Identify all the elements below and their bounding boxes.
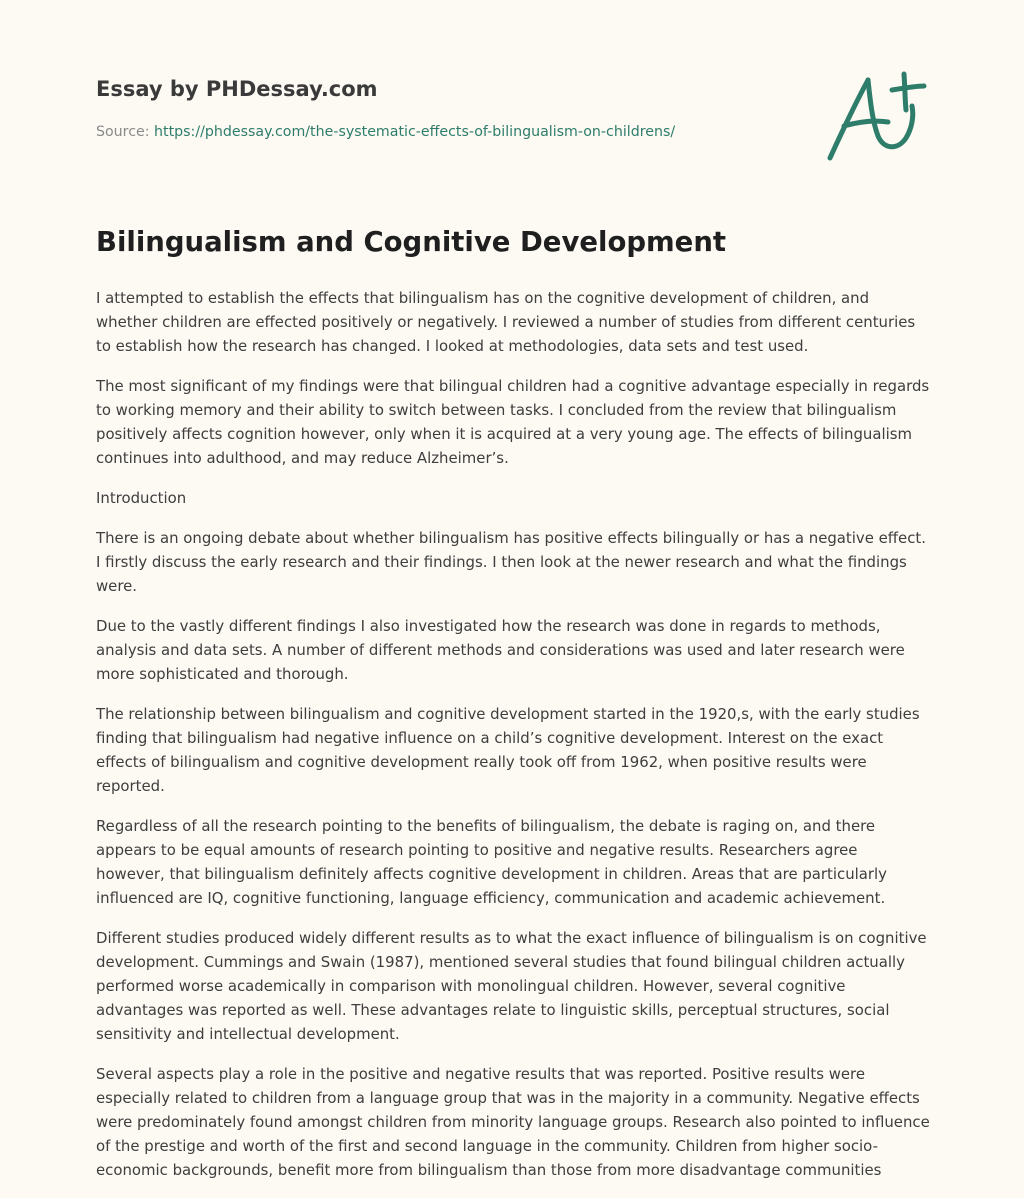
paragraph: Different studies produced widely different results as to what the exact influence of bilingualism is on cognitive development. Cummings and Swain (1987), mentioned several studies that found bilingual children actually performed worse academically in comparison with monolingual children. However, several cognitive advantages was reported as well. These advantages relate to linguistic skills, perceptual structures, social sensitivity and intellectual development. — [96, 929, 927, 1043]
source-line — [96, 124, 675, 140]
section-heading: Introduction — [96, 489, 187, 507]
page-title: Bilingualism and Cognitive Development — [96, 226, 727, 258]
paragraph: Regardless of all the research pointing to the benefits of bilingualism, the debate is raging on, and there appears to be equal amounts of research pointing to positive and negative results. Researchers agree however, that bilingualism definitely affects cognitive development in children. Areas that are particularly influenced are IQ, cognitive functioning, language efficiency, communication and academic achievement. — [96, 817, 887, 907]
source-link[interactable]: https://phdessay.com/the-systematic-effects-of-bilingualism-on-childrens/ — [154, 124, 676, 140]
source-label: Source: — [96, 124, 155, 140]
essay-body — [96, 286, 930, 1198]
paragraph: I attempted to establish the effects that bilingualism has on the cognitive development of children, and whether children are effected positively or negatively. I reviewed a number of studies from different centuries to establish how the research has changed. I looked at methodologies, data sets and test used. — [96, 289, 916, 355]
paragraph: The most significant of my findings were that bilingual children had a cognitive advantage especially in regards to working memory and their ability to switch between tasks. I concluded from the review that bilingualism positively affects cognition however, only when it is acquired at a very young age. The effects of bilingualism continues into adulthood, and may reduce Alzheimer’s. — [96, 377, 930, 467]
paragraph: Several aspects play a role in the positive and negative results that was reported. Positive results were especially related to children from a language group that was in the majority in a community. Negative effects were predominately found amongst children from minority language groups. Research also pointed to influence of the prestige and worth of the first and second language in the community. Children from higher socio-economic backgrounds, benefit more from bilingualism than those from more disadvantage communities — [96, 1065, 930, 1179]
site-title: Essay by PHDessay.com — [96, 77, 378, 101]
a-plus-logo-icon — [818, 66, 938, 166]
paragraph: Due to the vastly different findings I also investigated how the research was done in regards to methods, analysis and data sets. A number of different methods and considerations was used and later research were more sophisticated and thorough. — [96, 617, 905, 683]
paragraph: There is an ongoing debate about whether bilingualism has positive effects bilingually or has a negative effect. I firstly discuss the early research and their findings. I then look at the newer research and what the findings were. — [96, 529, 926, 595]
paragraph: The relationship between bilingualism and cognitive development started in the 1920,s, with the early studies finding that bilingualism had negative influence on a child’s cognitive development. Interest on the exact effects of bilingualism and cognitive development really took off from 1962, when positive results were reported. — [96, 705, 920, 795]
